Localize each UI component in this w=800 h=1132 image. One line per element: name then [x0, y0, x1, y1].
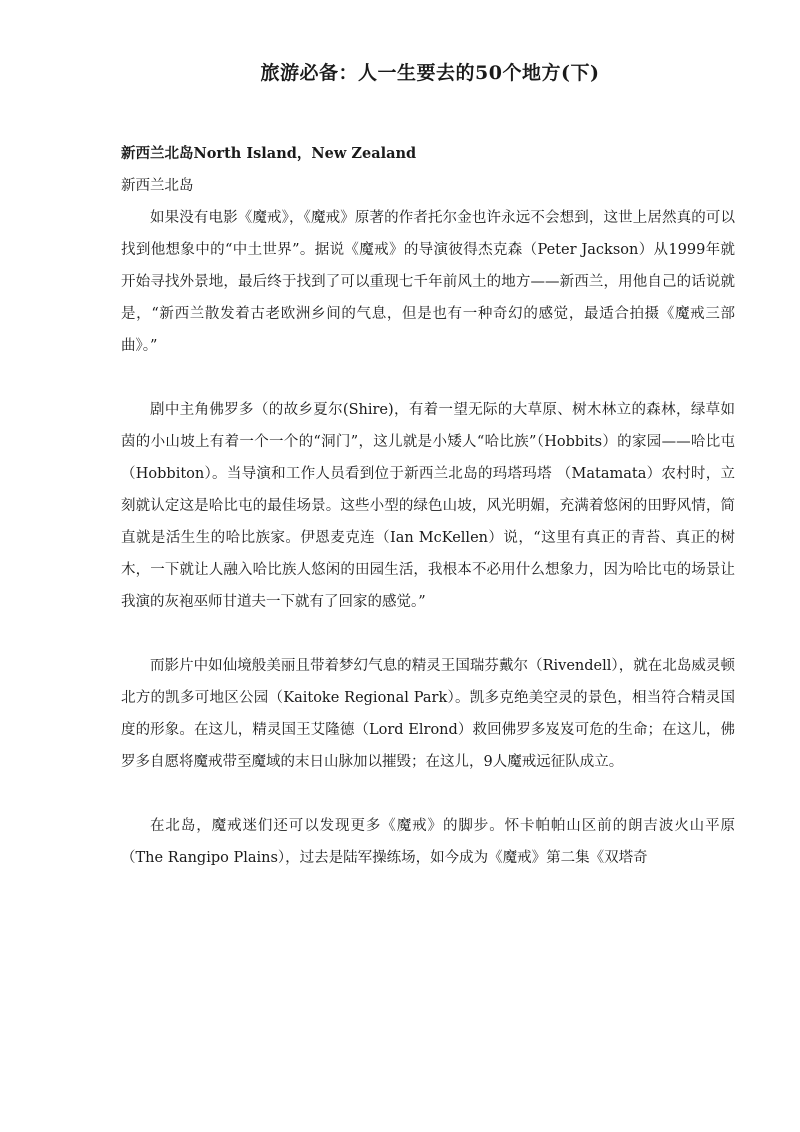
paragraph-4: 在北岛，魔戒迷们还可以发现更多《魔戒》的脚步。怀卡帕帕山区前的朗吉波火山平原（The Rangipo Plains），过去是陆军操练场，如今成为《魔戒》第二集《双塔奇	[121, 818, 735, 866]
paragraph-2: 剧中主角佛罗多（的故乡夏尔(Shire)，有着一望无际的大草原、树木林立的森林，绿草如茵的小山坡上有着一个一个的“洞门”，这儿就是小矮人“哈比族”（Hobbits）的家园——哈比屯（Hobbiton）。当导演和工作人员看到位于新西兰北岛的玛塔玛塔 （Matamata）农村时，立刻就认定这是哈比屯的最佳场景。这些小型的绿色山坡，风光明媚，充满着悠闲的田野风情，简直就是活生生的哈比族家。伊恩麦克连（Ian McKellen）说，“这里有真正的青苔、真正的树木，一下就让人融入哈比族人悠闲的田园生活，我根本不必用什么想象力，因为哈比屯的场景让我演的灰袍巫师甘道夫一下就有了回家的感觉。”	[121, 402, 735, 610]
paragraph-1: 如果没有电影《魔戒》，《魔戒》原著的作者托尔金也许永远不会想到，这世上居然真的可以找到他想象中的“中土世界”。据说《魔戒》的导演彼得杰克森（Peter Jackson）从1999年就开始寻找外景地，最后终于找到了可以重现七千年前风土的地方——新西兰，用他自己的话说就是，“新西兰散发着古老欧洲乡间的气息，但是也有一种奇幻的感觉，最适合拍摄《魔戒三部曲》。”	[121, 210, 735, 354]
paragraph-gap	[121, 618, 735, 650]
document-body	[121, 138, 735, 874]
paragraph-3: 而影片中如仙境般美丽且带着梦幻气息的精灵王国瑞芬戴尔（Rivendell），就在北岛威灵顿北方的凯多可地区公园（Kaitoke Regional Park）。凯多克绝美空灵的景色，相当符合精灵国度的形象。在这儿，精灵国王艾隆德（Lord Elrond）救回佛罗多岌岌可危的生命；在这儿，佛罗多自愿将魔戒带至魔域的末日山脉加以摧毁；在这儿，9人魔戒远征队成立。	[121, 658, 735, 770]
paragraph-gap	[121, 362, 735, 394]
section-subheading: 新西兰北岛	[121, 178, 194, 194]
section-heading: 新西兰北岛North Island，New Zealand	[121, 145, 417, 162]
paragraph-gap	[121, 778, 735, 810]
page-title: 旅游必备：人一生要去的50个地方(下)	[260, 62, 600, 84]
